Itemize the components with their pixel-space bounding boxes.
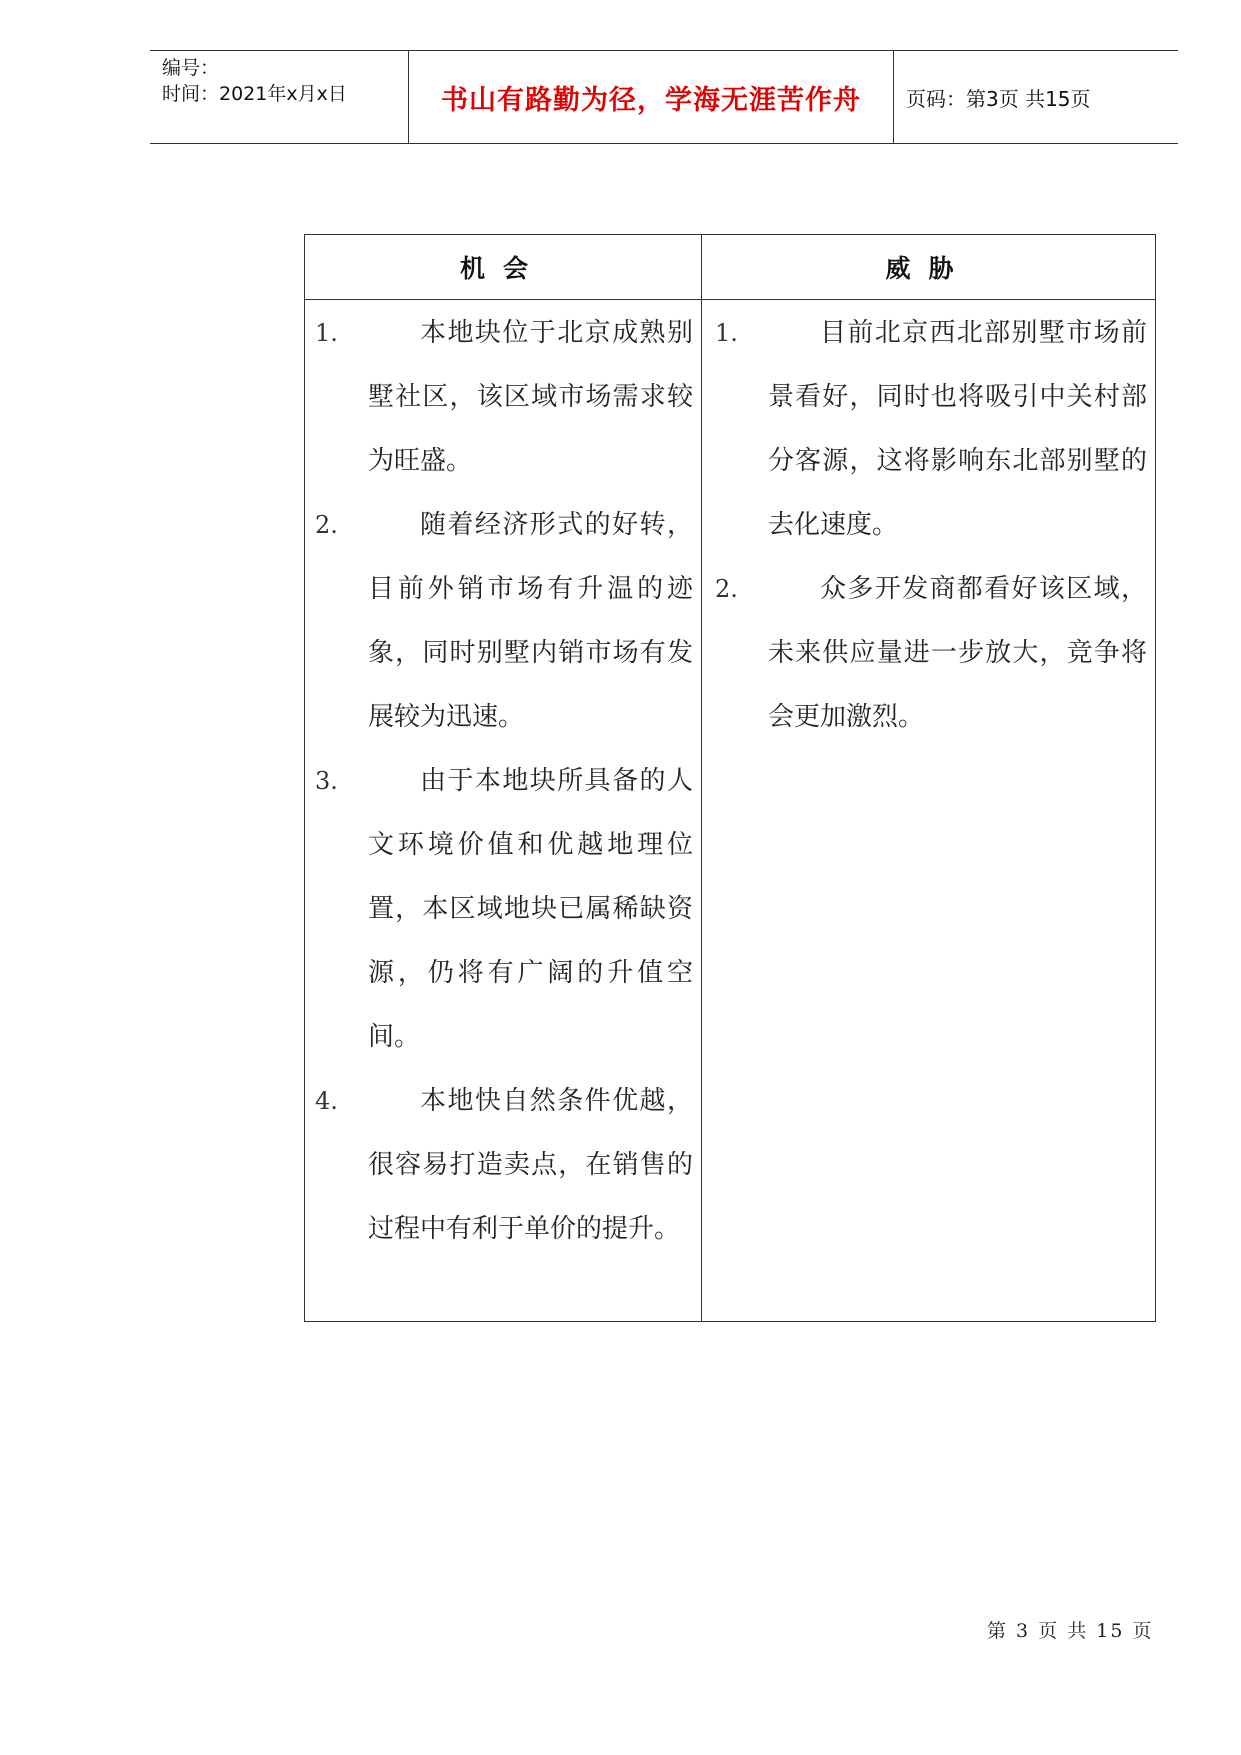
item-number: 2. <box>715 575 738 603</box>
opportunity-item <box>315 749 693 1069</box>
opportunities-heading: 机会 <box>459 254 546 283</box>
page-footer: 第 3 页 共 15 页 <box>987 1620 1154 1642</box>
item-text: 目前北京西北部别墅市场前景看好，同时也将吸引中关村部分客源，这将影响东北部别墅的去化速度。 <box>768 318 1147 540</box>
item-number: 3. <box>315 767 338 795</box>
item-number: 2. <box>315 511 338 539</box>
item-number: 1. <box>315 319 338 347</box>
item-text: 本地快自然条件优越，很容易打造卖点，在销售的过程中有利于单价的提升。 <box>368 1086 693 1244</box>
item-text: 由于本地块所具备的人文环境价值和优越地理位置，本区域地块已属稀缺资源，仍将有广阔的升值空间。 <box>368 766 693 1052</box>
threat-item <box>715 301 1147 557</box>
page-header <box>150 50 1178 144</box>
opportunities-column <box>315 301 693 1261</box>
swot-table <box>304 234 1156 1322</box>
header-motto: 书山有路勤为径，学海无涯苦作舟 <box>441 84 861 116</box>
column-divider <box>701 235 702 1321</box>
opportunity-item <box>315 1069 693 1261</box>
header-meta <box>162 55 347 107</box>
table-header-row <box>305 235 1155 300</box>
threats-heading: 威胁 <box>885 254 972 283</box>
item-number: 4. <box>315 1087 338 1115</box>
header-divider <box>893 51 894 143</box>
header-page-info: 页码：第3页 共15页 <box>906 86 1091 111</box>
threats-column <box>715 301 1147 749</box>
date-label: 时间：2021年x月x日 <box>162 83 347 105</box>
opportunity-item <box>315 493 693 749</box>
item-text: 本地块位于北京成熟别墅社区，该区域市场需求较为旺盛。 <box>368 318 693 476</box>
item-text: 随着经济形式的好转，目前外销市场有升温的迹象，同时别墅内销市场有发展较为迅速。 <box>368 510 693 732</box>
serial-number-label: 编号： <box>162 57 220 79</box>
item-text: 众多开发商都看好该区域，未来供应量进一步放大，竞争将会更加激烈。 <box>768 574 1147 732</box>
threat-item <box>715 557 1147 749</box>
opportunity-item <box>315 301 693 493</box>
item-number: 1. <box>715 319 738 347</box>
